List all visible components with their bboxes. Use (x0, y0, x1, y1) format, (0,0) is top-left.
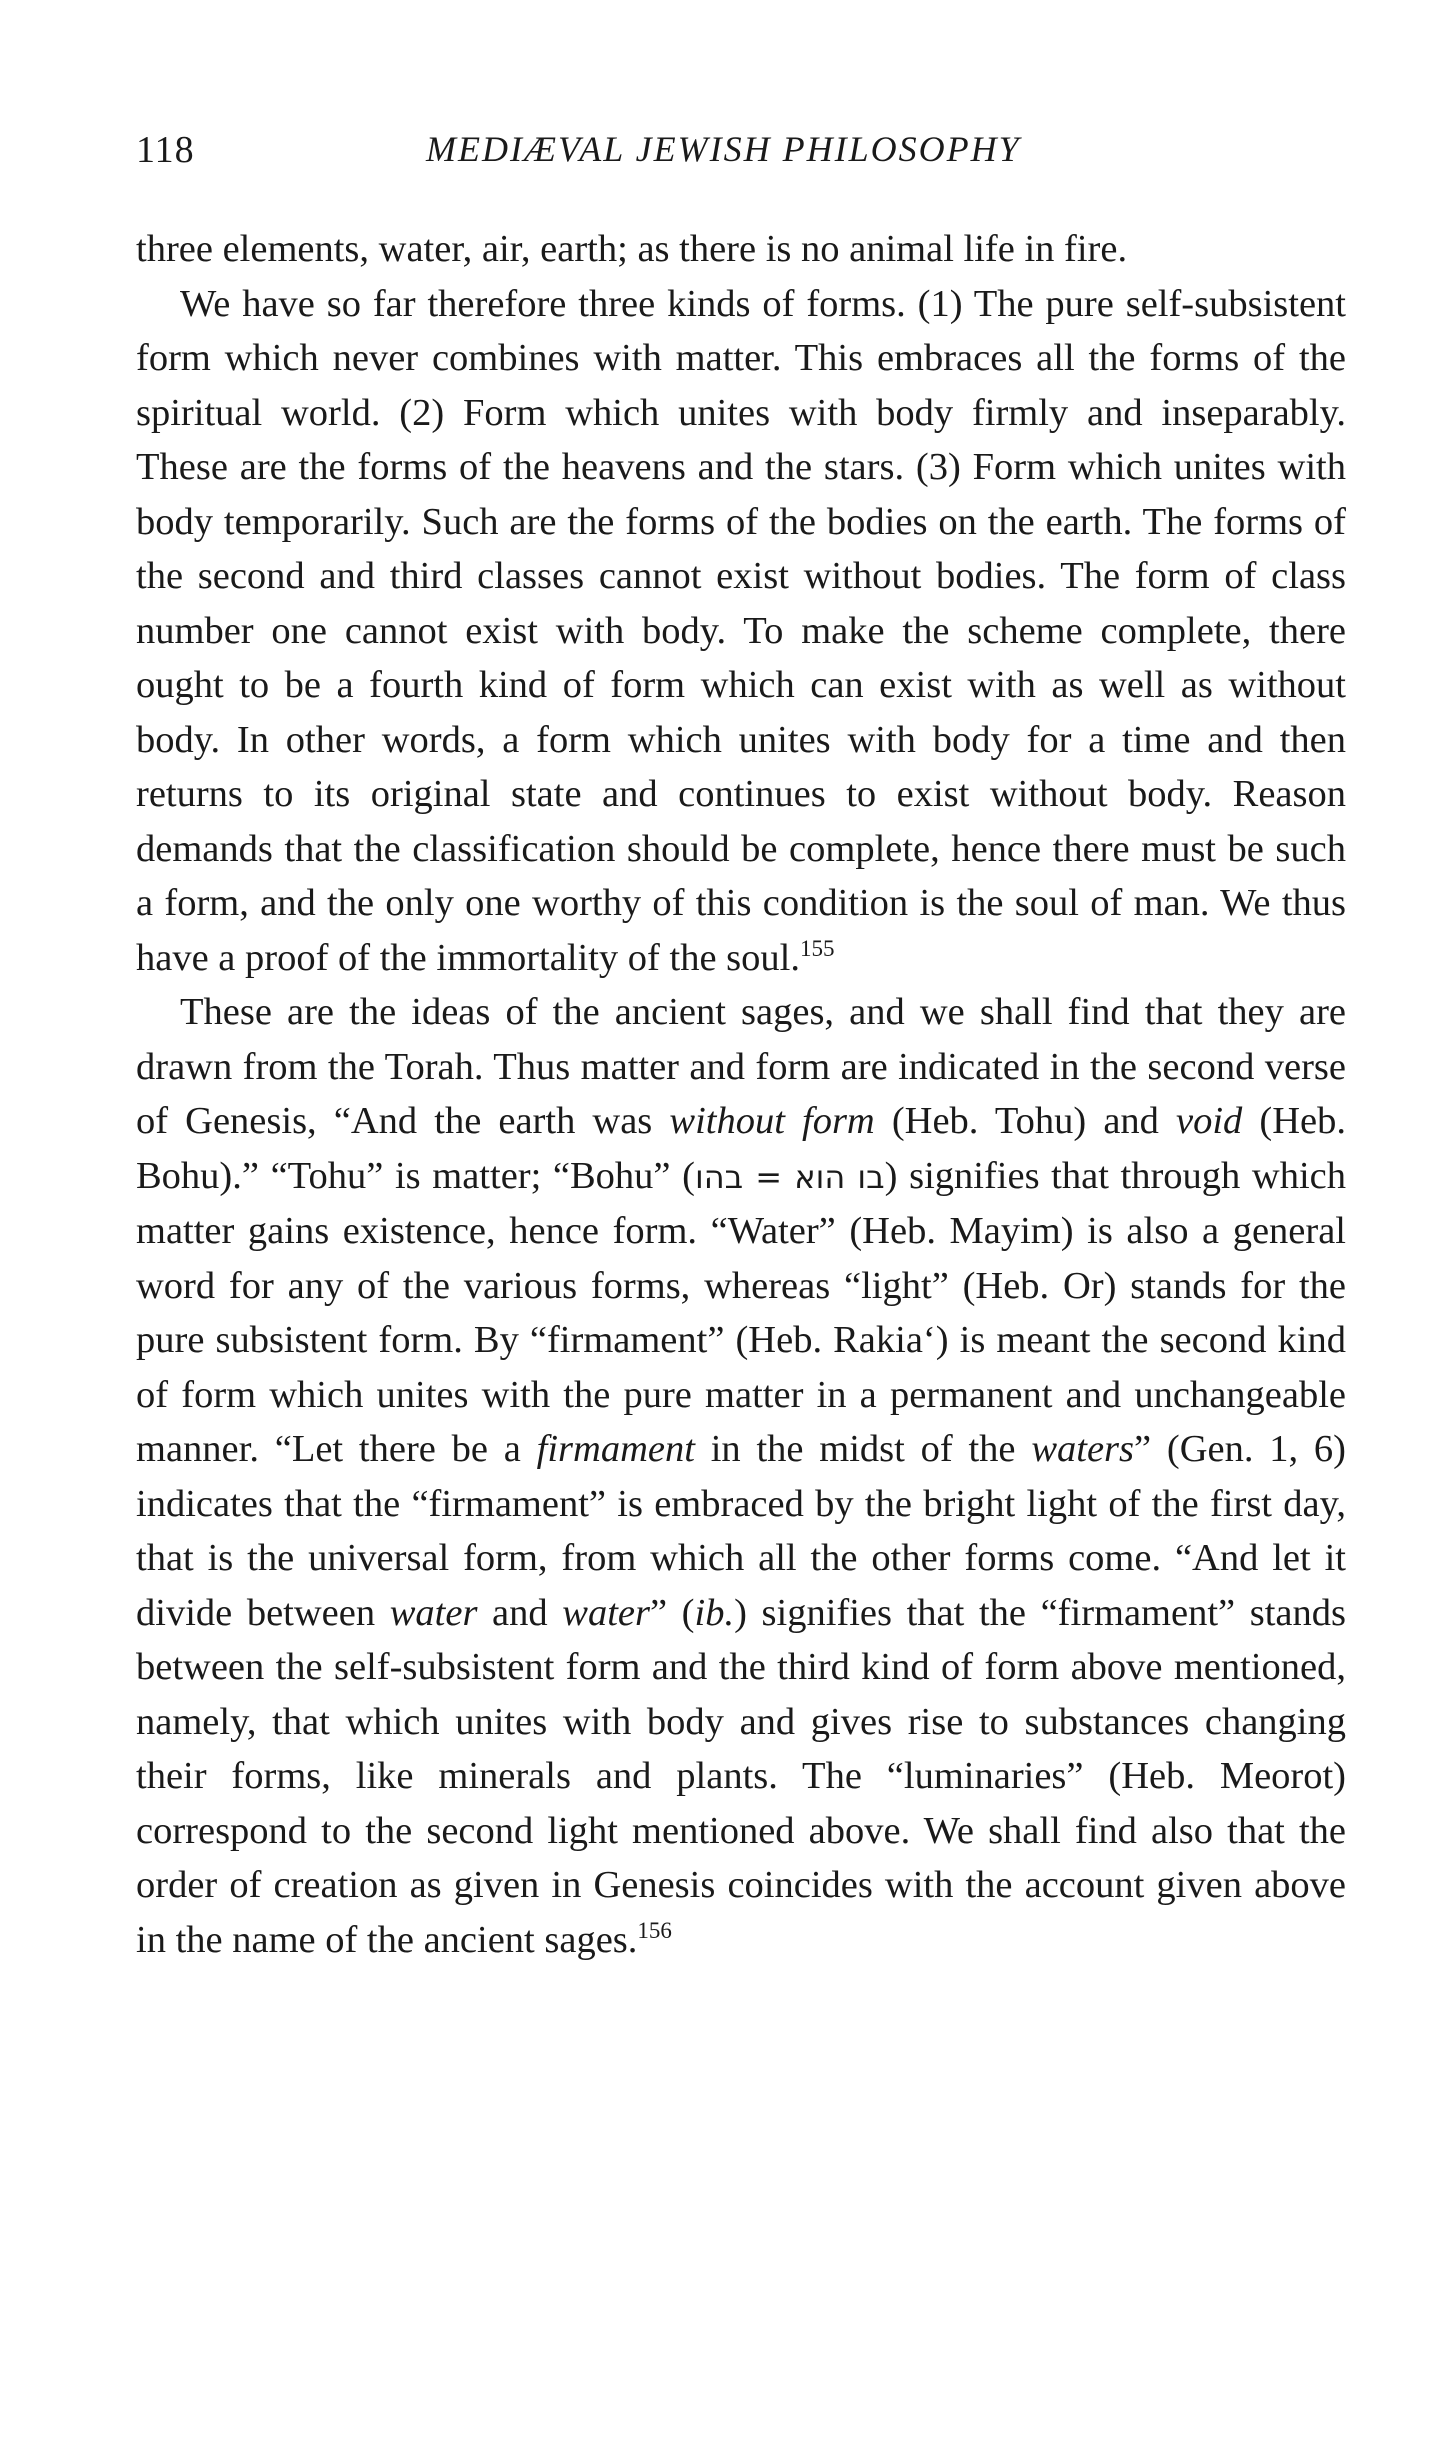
text-run: ) signifies that the “firmament” stands between the self-subsistent form and the third kind of form above mentioned, namely, that which unites with body and gives rise to substances changing their forms, like minerals and plants. The “luminaries” (Heb. Meorot) correspond to the second light mentioned above. We shall find also that the order of creation as given in Genesis coincides with the account given above in the name of the ancient sages. (136, 1591, 1346, 1961)
paragraph (136, 277, 1346, 986)
text-run: We have so far therefore three kinds of forms. (1) The pure self-subsistent form which never combines with matter. This embraces all the forms of the spiritual world. (2) Form which unites with body firmly and inseparably. These are the forms of the heavens and the stars. (3) Form which unites with body temporarily. Such are the forms of the bodies on the earth. The forms of the second and third classes cannot exist without bodies. The form of class number one cannot exist with body. To make the scheme complete, there ought to be a fourth kind of form which can exist with as well as without body. In other words, a form which unites with body for a time and then returns to its original state and continues to exist without body. Reason demands that the classification should be complete, hence there must be such a form, and the only one worthy of this condition is the soul of man. We thus have a proof of the immortality of the soul. (136, 282, 1346, 979)
text-run: three elements, water, air, earth; as there is no animal life in fire. (136, 228, 1128, 270)
text-run: in the midst of the (694, 1428, 1032, 1470)
italic-term: ib. (694, 1591, 735, 1634)
footnote-ref: 156 (637, 1917, 672, 1943)
text-run: ” ( (649, 1591, 695, 1634)
italic-term: water (389, 1591, 478, 1634)
text-run: These are the ideas of the ancient sages, and we shall find that they are drawn from the Torah. Thus matter and form are indicated in the second verse of Genesis, “And the earth was (136, 991, 1346, 1142)
body-text (136, 222, 1346, 1967)
running-head (136, 128, 1346, 188)
italic-term: void (1176, 1100, 1243, 1142)
italic-term: waters (1031, 1428, 1134, 1470)
text-run: (Heb. Tohu) and (874, 1100, 1176, 1142)
text-run: ) signifies that through which matter gains existence, hence form. “Water” (Heb. Mayim) is also a general word for any of the various forms, whereas “light” (Heb. Or) stands for the pure subsistent form. By “firmament” (Heb. Rakia‘) is meant the second kind of form which unites with the pure matter in a permanent and unchangeable manner. “Let there be a (136, 1154, 1347, 1470)
book-page (136, 128, 1346, 1967)
paragraph (136, 985, 1346, 1967)
paragraph (136, 222, 1346, 277)
text-run: (Heb. Bohu).” “Tohu” is matter; “Bohu” ( (136, 1100, 1346, 1197)
page-number: 118 (136, 129, 195, 171)
footnote-ref: 155 (799, 935, 835, 961)
hebrew-text: בו הוא = בהו (694, 1157, 885, 1196)
italic-term: without form (669, 1100, 875, 1142)
text-run: and (477, 1591, 563, 1634)
italic-term: water (562, 1591, 650, 1634)
running-title: MEDIÆVAL JEWISH PHILOSOPHY (426, 129, 1021, 169)
italic-term: firmament (536, 1428, 695, 1470)
text-run: ” (Gen. 1, 6) indicates that the “firmament” is embraced by the bright light of the first day, that is the universal form, from which all the other forms come. “And let it divide between (136, 1428, 1346, 1634)
